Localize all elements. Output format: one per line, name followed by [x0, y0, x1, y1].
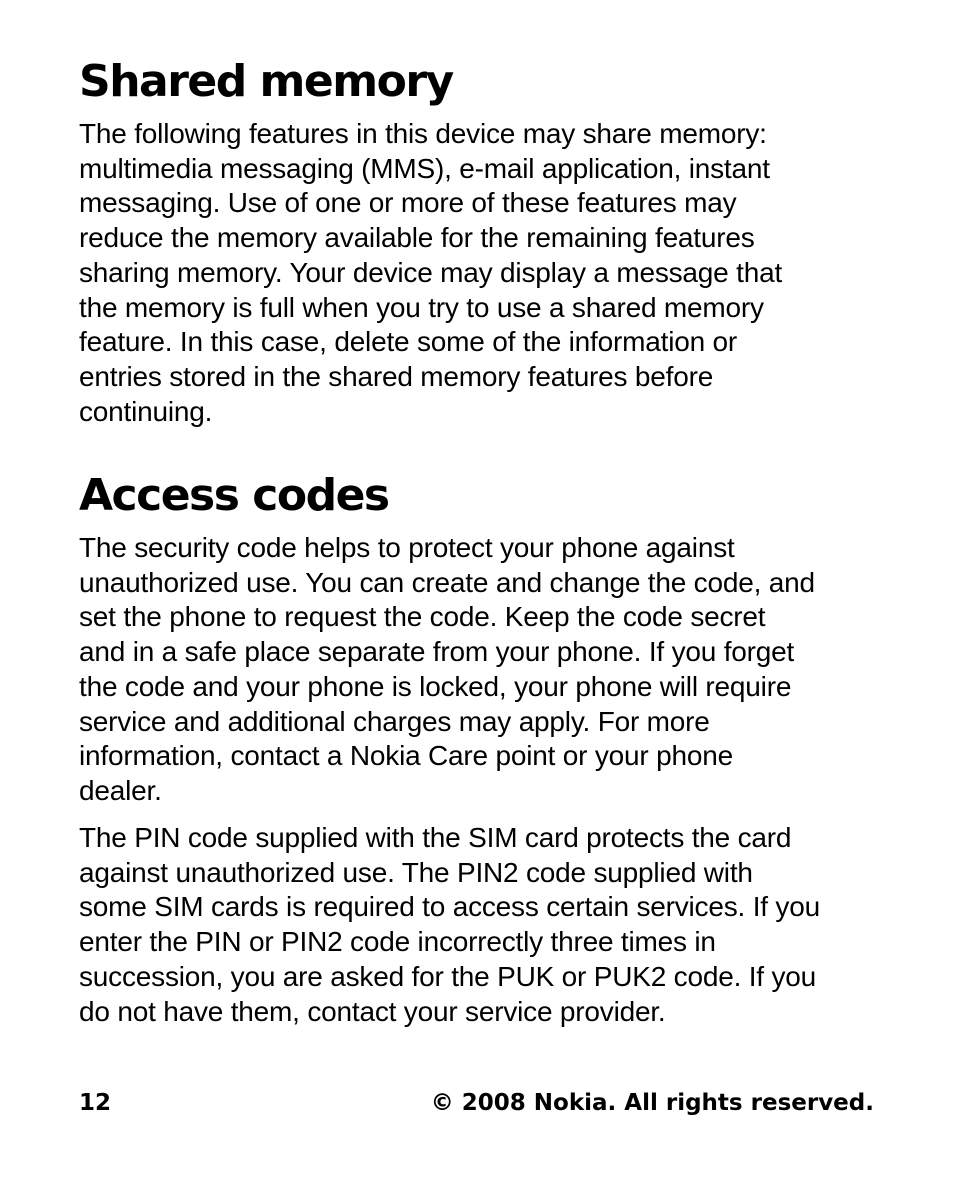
- text-line: some SIM cards is required to access certain services. If you: [79, 891, 820, 923]
- text-line: and in a safe place separate from your phone. If you forget: [79, 636, 795, 668]
- text-line: against unauthorized use. The PIN2 code supplied with: [79, 856, 753, 888]
- paragraph-shared-memory: [79, 117, 879, 429]
- text-line: feature. In this case, delete some of the information or: [79, 326, 738, 358]
- text-line: the code and your phone is locked, your phone will require: [79, 670, 792, 702]
- text-line: unauthorized use. You can create and change the code, and: [79, 566, 815, 598]
- text-line: set the phone to request the code. Keep the code secret: [79, 601, 766, 633]
- text-line: continuing.: [79, 395, 213, 427]
- text-line: sharing memory. Your device may display a message that: [79, 256, 783, 288]
- text-line: service and additional charges may apply. For more: [79, 705, 710, 737]
- text-line: reduce the memory available for the remaining features: [79, 222, 755, 254]
- text-line: messaging. Use of one or more of these features may: [79, 187, 737, 219]
- text-line: succession, you are asked for the PUK or PUK2 code. If you: [79, 960, 817, 992]
- text-line: do not have them, contact your service provider.: [79, 995, 666, 1027]
- section-heading-shared-memory: Shared memory: [79, 56, 453, 107]
- copyright-notice: © 2008 Nokia. All rights reserved.: [430, 1090, 874, 1116]
- text-line: information, contact a Nokia Care point or your phone: [79, 740, 733, 772]
- paragraph-security-code: [79, 531, 879, 809]
- text-line: dealer.: [79, 774, 162, 806]
- text-line: multimedia messaging (MMS), e-mail application, instant: [79, 152, 770, 184]
- page-number: 12: [79, 1090, 112, 1116]
- text-line: The security code helps to protect your phone against: [79, 532, 735, 563]
- text-line: enter the PIN or PIN2 code incorrectly three times in: [79, 926, 716, 958]
- paragraph-pin-code: [79, 821, 879, 1029]
- text-line: entries stored in the shared memory features before: [79, 360, 714, 392]
- text-line: the memory is full when you try to use a shared memory: [79, 291, 764, 323]
- text-line: The PIN code supplied with the SIM card protects the card: [79, 822, 792, 853]
- section-heading-access-codes: Access codes: [79, 470, 389, 521]
- text-line: The following features in this device may share memory:: [79, 118, 767, 149]
